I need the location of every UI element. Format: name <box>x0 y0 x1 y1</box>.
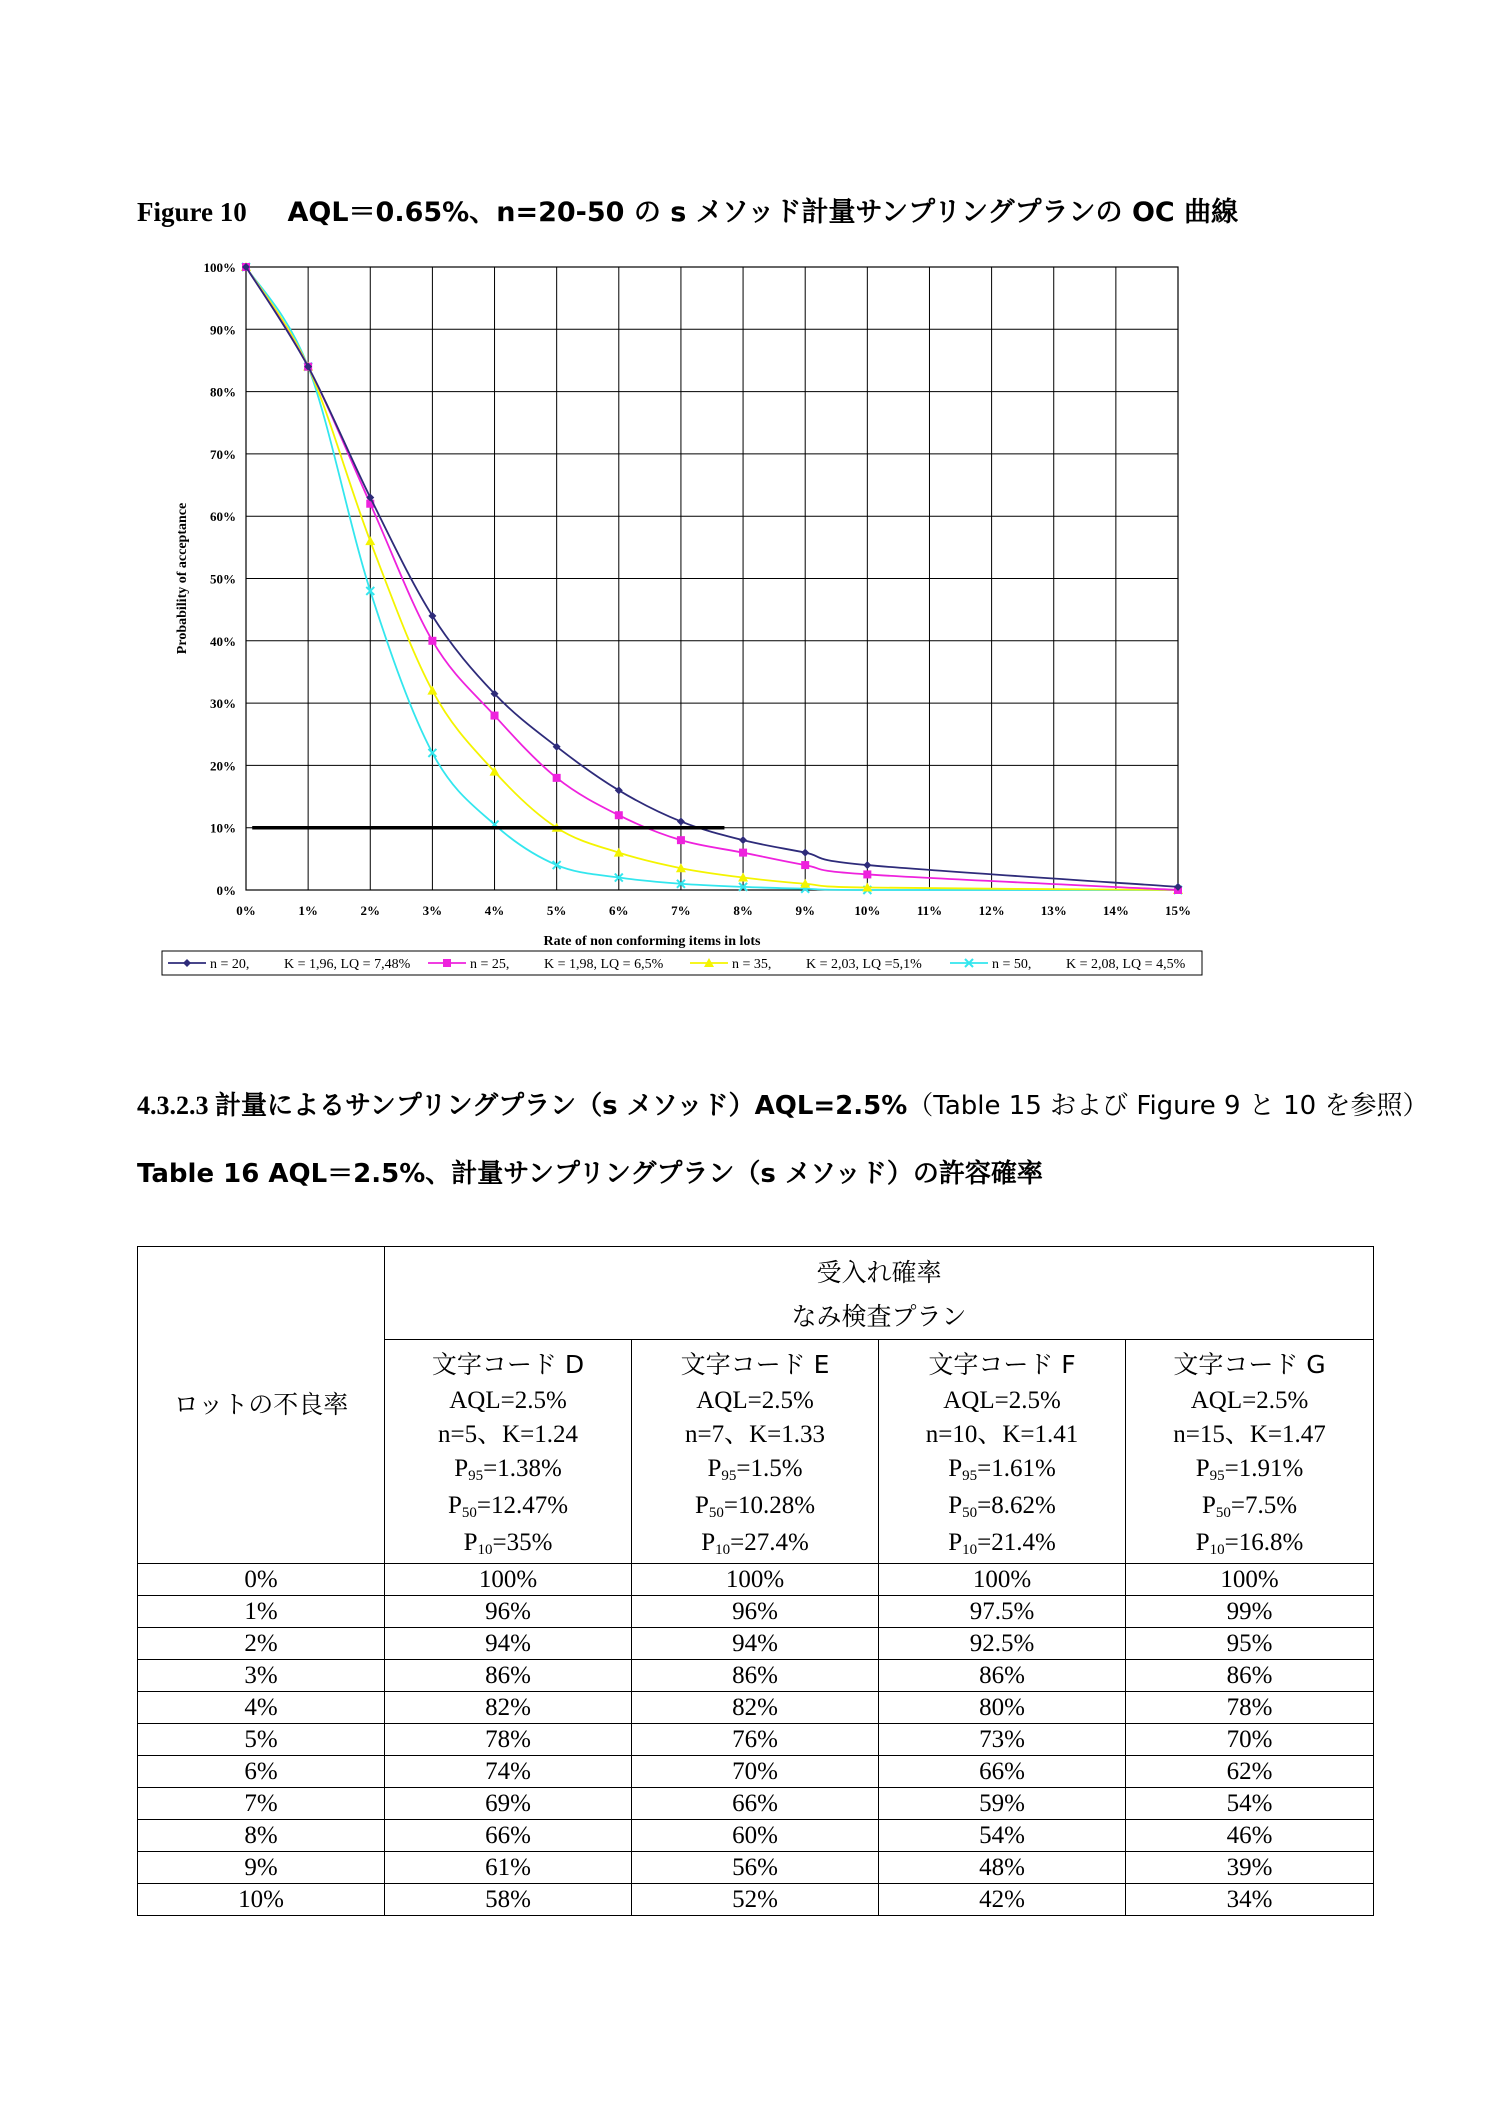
y-tick-label: 80% <box>210 384 236 400</box>
code-aql: AQL=2.5% <box>943 1387 1061 1414</box>
defect-rate-cell: 9% <box>138 1852 385 1884</box>
probability-cell: 78% <box>1126 1692 1374 1724</box>
code-name: 文字コード G <box>1173 1350 1326 1379</box>
probability-cell: 74% <box>385 1756 632 1788</box>
oc-curve-chart <box>150 255 1210 1005</box>
probability-cell: 54% <box>879 1820 1126 1852</box>
code-aql: AQL=2.5% <box>696 1387 814 1414</box>
probability-cell: 92.5% <box>879 1628 1126 1660</box>
row-header-cell: ロットの不良率 <box>138 1247 385 1564</box>
y-tick-label: 0% <box>216 883 236 898</box>
probability-cell: 73% <box>879 1724 1126 1756</box>
code-n-k: n=5、K=1.24 <box>437 1421 578 1448</box>
legend-series-detail: K = 2,03, LQ =5,1% <box>806 957 922 972</box>
figure-title <box>137 190 1238 229</box>
probability-cell: 61% <box>385 1852 632 1884</box>
x-tick-label: 8% <box>733 903 753 918</box>
code-p10: $P_{10}=21.4\%$ <box>948 1529 1056 1558</box>
defect-rate-cell: 4% <box>138 1692 385 1724</box>
table-row <box>138 1660 1374 1692</box>
probability-cell: 86% <box>879 1660 1126 1692</box>
probability-cell: 96% <box>385 1596 632 1628</box>
probability-cell: 94% <box>385 1628 632 1660</box>
data-point <box>553 774 561 782</box>
code-header-3 <box>1126 1340 1374 1564</box>
table-row <box>138 1884 1374 1916</box>
legend-series-name: n = 25, <box>470 957 510 972</box>
x-axis-label: Rate of non conforming items in lots <box>543 934 761 949</box>
table-row <box>138 1628 1374 1660</box>
legend-series-name: n = 50, <box>992 957 1032 972</box>
x-tick-label: 7% <box>671 903 691 918</box>
probability-cell: 42% <box>879 1884 1126 1916</box>
table-row <box>138 1820 1374 1852</box>
section-heading <box>137 1085 1428 1122</box>
y-tick-label: 100% <box>203 260 236 275</box>
code-p10: $P_{10}=35\%$ <box>463 1529 553 1558</box>
table-row <box>138 1788 1374 1820</box>
table-row <box>138 1724 1374 1756</box>
table-row <box>138 1756 1374 1788</box>
probability-cell: 54% <box>1126 1788 1374 1820</box>
x-tick-label: 6% <box>609 903 629 918</box>
code-aql: AQL=2.5% <box>449 1387 567 1414</box>
code-header-1 <box>632 1340 879 1564</box>
section-number: 4.3.2.3 <box>137 1091 209 1120</box>
table-title: Table 16 AQL＝2.5%、計量サンプリングプラン（s メソッド）の許容確率 <box>137 1159 1043 1189</box>
probability-cell: 39% <box>1126 1852 1374 1884</box>
group-header-cell <box>385 1247 1374 1340</box>
code-name: 文字コード F <box>928 1350 1076 1379</box>
figure-caption: AQL＝0.65%、n=20-50 の s メソッド計量サンプリングプランの OC 曲線 <box>287 197 1239 228</box>
y-tick-label: 60% <box>210 509 236 525</box>
y-axis-label: Probability of acceptance <box>175 502 190 655</box>
y-tick-label: 20% <box>210 758 236 774</box>
legend-series-name: n = 20, <box>210 957 250 972</box>
data-point <box>677 836 685 844</box>
probability-cell: 70% <box>1126 1724 1374 1756</box>
y-tick-label: 10% <box>210 820 236 836</box>
x-tick-label: 13% <box>1040 903 1067 918</box>
legend-series-name: n = 35, <box>732 957 772 972</box>
x-tick-label: 1% <box>298 903 318 918</box>
data-point <box>428 637 436 645</box>
code-p95: $P_{95}=1.38\%$ <box>454 1455 562 1484</box>
y-tick-label: 70% <box>210 446 236 462</box>
probability-cell: 60% <box>632 1820 879 1852</box>
defect-rate-cell: 10% <box>138 1884 385 1916</box>
code-p95: $P_{95}=1.91\%$ <box>1195 1455 1304 1484</box>
probability-cell: 96% <box>632 1596 879 1628</box>
table-row <box>138 1692 1374 1724</box>
code-p50: $P_{50}=10.28\%$ <box>694 1492 816 1521</box>
code-name: 文字コード D <box>431 1350 585 1379</box>
probability-cell: 99% <box>1126 1596 1374 1628</box>
legend-series-detail: K = 1,98, LQ = 6,5% <box>544 957 664 972</box>
section-note: （Table 15 および Figure 9 と 10 を参照） <box>907 1091 1429 1121</box>
probability-cell: 78% <box>385 1724 632 1756</box>
code-p95: $P_{95}=1.5\%$ <box>707 1455 803 1484</box>
defect-rate-cell: 0% <box>138 1564 385 1596</box>
code-p50: $P_{50}=8.62\%$ <box>948 1492 1056 1521</box>
probability-cell: 94% <box>632 1628 879 1660</box>
probability-cell: 100% <box>1126 1564 1374 1596</box>
y-tick-label: 30% <box>210 696 236 712</box>
probability-cell: 46% <box>1126 1820 1374 1852</box>
probability-cell: 100% <box>632 1564 879 1596</box>
x-tick-label: 12% <box>978 903 1005 918</box>
probability-cell: 95% <box>1126 1628 1374 1660</box>
code-n-k: n=10、K=1.41 <box>925 1421 1079 1448</box>
acceptance-probability-table <box>137 1246 1374 1916</box>
defect-rate-cell: 7% <box>138 1788 385 1820</box>
y-tick-label: 90% <box>210 322 236 338</box>
probability-cell: 80% <box>879 1692 1126 1724</box>
y-tick-label: 40% <box>210 633 236 649</box>
x-tick-label: 15% <box>1165 903 1191 918</box>
probability-cell: 48% <box>879 1852 1126 1884</box>
table-row <box>138 1596 1374 1628</box>
probability-cell: 86% <box>632 1660 879 1692</box>
probability-cell: 100% <box>879 1564 1126 1596</box>
defect-rate-cell: 8% <box>138 1820 385 1852</box>
probability-cell: 69% <box>385 1788 632 1820</box>
group-header-acceptance: 受入れ確率 <box>816 1258 942 1287</box>
section-title: 計量によるサンプリングプラン（s メソッド）AQL=2.5% <box>215 1091 908 1121</box>
defect-rate-cell: 5% <box>138 1724 385 1756</box>
data-point <box>801 861 809 869</box>
probability-cell: 58% <box>385 1884 632 1916</box>
x-tick-label: 11% <box>916 903 943 918</box>
code-header-0 <box>385 1340 632 1564</box>
table-header-row-1 <box>138 1247 1374 1340</box>
probability-cell: 82% <box>385 1692 632 1724</box>
defect-rate-cell: 1% <box>138 1596 385 1628</box>
defect-rate-cell: 2% <box>138 1628 385 1660</box>
x-tick-label: 4% <box>484 903 505 918</box>
probability-cell: 34% <box>1126 1884 1374 1916</box>
defect-rate-cell: 6% <box>138 1756 385 1788</box>
probability-cell: 86% <box>385 1660 632 1692</box>
code-name: 文字コード E <box>680 1350 830 1379</box>
code-p50: $P_{50}=12.47\%$ <box>447 1492 569 1521</box>
probability-cell: 62% <box>1126 1756 1374 1788</box>
x-tick-label: 0% <box>236 903 256 918</box>
figure-label: Figure 10 <box>137 197 247 227</box>
table-row <box>138 1564 1374 1596</box>
probability-cell: 59% <box>879 1788 1126 1820</box>
data-point <box>863 870 871 878</box>
table-row <box>138 1852 1374 1884</box>
data-point <box>615 811 623 819</box>
probability-cell: 100% <box>385 1564 632 1596</box>
code-p50: $P_{50}=7.5\%$ <box>1201 1492 1298 1521</box>
x-tick-label: 2% <box>360 903 381 918</box>
probability-cell: 82% <box>632 1692 879 1724</box>
code-p10: $P_{10}=27.4\%$ <box>701 1529 809 1558</box>
legend-series-detail: K = 2,08, LQ = 4,5% <box>1066 957 1186 972</box>
y-tick-label: 50% <box>210 571 236 587</box>
probability-cell: 52% <box>632 1884 879 1916</box>
code-n-k: n=15、K=1.47 <box>1173 1421 1326 1448</box>
data-point <box>491 712 499 720</box>
group-header-plan: なみ検査プラン <box>791 1302 967 1331</box>
probability-cell: 97.5% <box>879 1596 1126 1628</box>
x-tick-label: 5% <box>546 903 567 918</box>
code-p95: $P_{95}=1.61\%$ <box>948 1455 1056 1484</box>
probability-cell: 66% <box>385 1820 632 1852</box>
probability-cell: 56% <box>632 1852 879 1884</box>
x-tick-label: 10% <box>854 903 881 918</box>
x-tick-label: 14% <box>1102 903 1129 918</box>
probability-cell: 66% <box>632 1788 879 1820</box>
probability-cell: 76% <box>632 1724 879 1756</box>
chart-legend <box>162 951 1202 975</box>
data-point <box>443 959 451 967</box>
x-tick-label: 3% <box>422 903 443 918</box>
defect-rate-cell: 3% <box>138 1660 385 1692</box>
probability-cell: 66% <box>879 1756 1126 1788</box>
code-aql: AQL=2.5% <box>1190 1387 1309 1414</box>
code-n-k: n=7、K=1.33 <box>684 1421 825 1448</box>
code-p10: $P_{10}=16.8\%$ <box>1195 1529 1304 1558</box>
chart-grid <box>246 267 1178 890</box>
x-tick-label: 9% <box>795 903 815 918</box>
legend-series-detail: K = 1,96, LQ = 7,48% <box>284 957 411 972</box>
probability-cell: 70% <box>632 1756 879 1788</box>
probability-cell: 86% <box>1126 1660 1374 1692</box>
data-point <box>739 849 747 857</box>
code-header-2 <box>879 1340 1126 1564</box>
